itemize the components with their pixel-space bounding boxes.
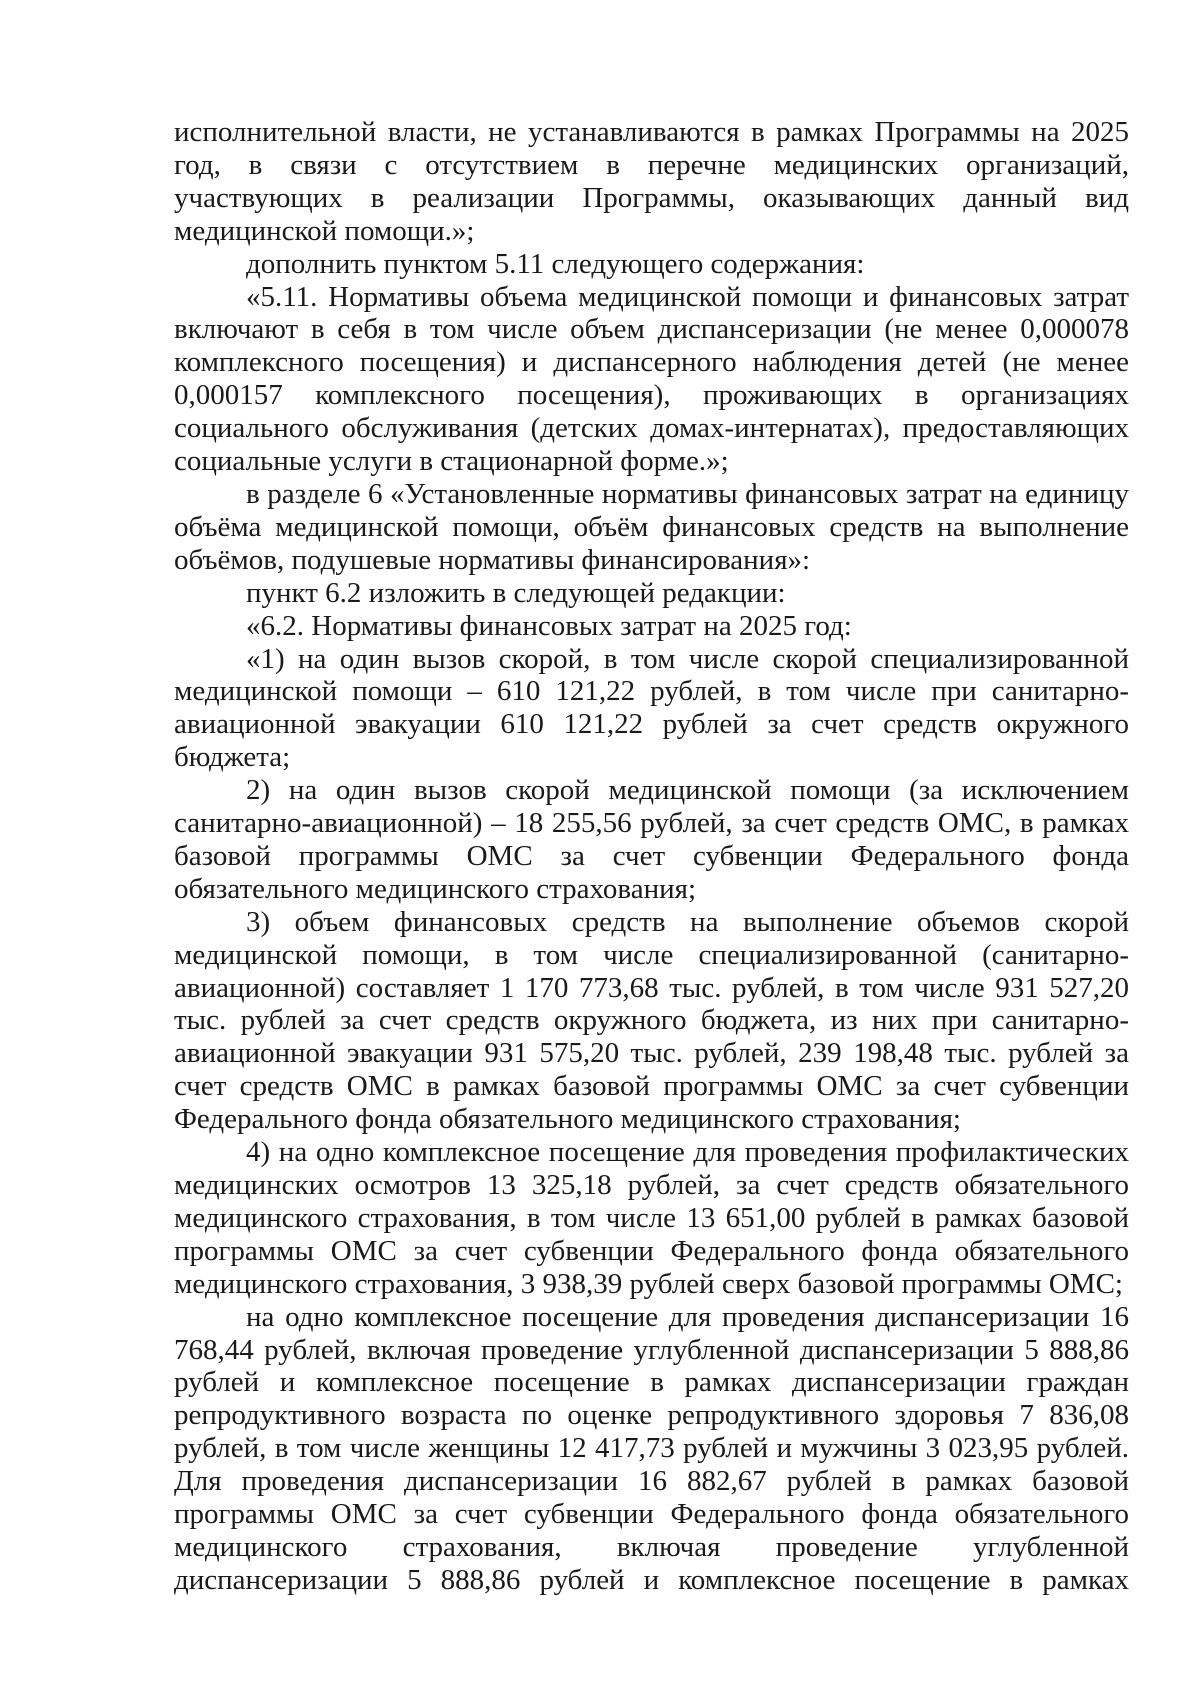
paragraph-dispanserization: на одно комплексное посещение для проведения диспансеризации 16 768,44 рублей, включая проведение углубленной диспансеризации 5 888,86 рублей и комплексное посещение в рамках диспансеризации граждан репродуктивного возраста по оценке репродуктивного здоровья 7 836,08 рублей, в том числе женщины 12 417,73 рублей и мужчины 3 023,95 рублей. Для проведения диспансеризации 16 882,67 рублей в рамках базовой программы ОМС за счет субвенции Федерального фонда обязательного медицинского страхования, включая проведение углубленной диспансеризации 5 888,86 рублей и комплексное посещение в рамках xyxy=(174,1300,1129,1596)
paragraph-section-6-intro: в разделе 6 «Установленные нормативы финансовых затрат на единицу объёма медицинской помощи, объём финансовых средств на выполнение объёмов, подушевые нормативы финансирования»: xyxy=(174,477,1129,576)
paragraph-continued-exception: исполнительной власти, не устанавливаются в рамках Программы на 2025 год, в связи с отсутствием в перечне медицинских организаций, участвующих в реализации Программы, оказывающих данный вид медицинской помощи.»; xyxy=(174,116,1129,247)
paragraph-subitem-1: «1) на один вызов скорой, в том числе скорой специализированной медицинской помощи – 610 121,22 рублей, в том числе при санитарно-авиационной эвакуации 610 121,22 рублей за счет средств окружного бюджета; xyxy=(174,642,1129,774)
paragraph-item-5-11: «5.11. Нормативы объема медицинской помощи и финансовых затрат включают в себя в том числе объем диспансеризации (не менее 0,000078 комплексного посещения) и диспансерного наблюдения детей (не менее 0,000157 комплексного посещения), проживающих в организациях социального обслуживания (детских домах-интернатах), предоставляющих социальные услуги в стационарной форме.»; xyxy=(174,280,1129,478)
paragraph-subitem-2: 2) на один вызов скорой медицинской помощи (за исключением санитарно-авиационной) – 18 255,56 рублей, за счет средств ОМС, в рамках базовой программы ОМС за счет субвенции Федерального фонда обязательного медицинского страхования; xyxy=(174,774,1129,905)
paragraph-item-6-2-title: «6.2. Нормативы финансовых затрат на 2025 год: xyxy=(246,609,852,642)
paragraph-item-6-2-instruction: пункт 6.2 изложить в следующей редакции: xyxy=(246,576,786,609)
document-body xyxy=(174,116,1129,1597)
paragraph-add-item-5-11: дополнить пунктом 5.11 следующего содержания: xyxy=(246,247,865,280)
paragraph-subitem-4: 4) на одно комплексное посещение для проведения профилактических медицинских осмотров 13 325,18 рублей, за счет средств обязательного медицинского страхования, в том числе 13 651,00 рублей в рамках базовой программы ОМС за счет субвенции Федерального фонда обязательного медицинского страхования, 3 938,39 рублей сверх базовой программы ОМС; xyxy=(174,1136,1129,1300)
paragraph-subitem-3: 3) объем финансовых средств на выполнение объемов скорой медицинской помощи, в том числе специализированной (санитарно-авиационной) составляет 1 170 773,68 тыс. рублей, в том числе 931 527,20 тыс. рублей за счет средств окружного бюджета, из них при санитарно-авиационной эвакуации 931 575,20 тыс. рублей, 239 198,48 тыс. рублей за счет средств ОМС в рамках базовой программы ОМС за счет субвенции Федерального фонда обязательного медицинского страхования; xyxy=(174,905,1129,1136)
